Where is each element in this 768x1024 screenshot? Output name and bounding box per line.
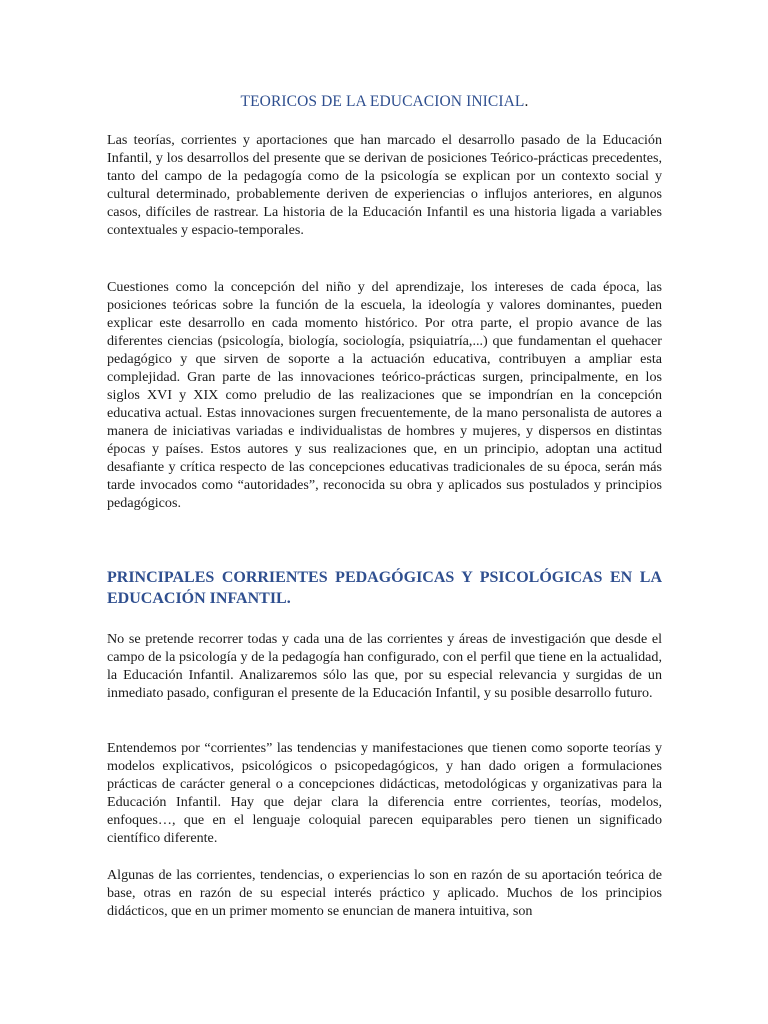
paragraph-2: Cuestiones como la concepción del niño y del aprendizaje, los intereses de cada época, las posiciones teóricas sobre la función de la escuela, la ideología y valores dominantes, pueden explicar este desarrollo en cada momento histórico. Por otra parte, el propio avance de las diferentes ciencias (psicología, biología, sociología, psiquiatría,...) que fundamentan el quehacer pedagógico y que sirven de soporte a la actuación educativa, contribuyen a ampliar esta complejidad. Gran parte de las innovaciones teórico-prácticas surgen, principalmente, en los siglos XVI y XIX como preludio de las realizaciones que se impondrían en la concepción educativa actual. Estas innovaciones surgen frecuentemente, de la mano personalista de autores a manera de iniciativas variadas e individualistas de hombres y mujeres, y dispersos en distintas épocas y países. Estos autores y sus realizaciones que, en un principio, adoptan una actitud desafiante y crítica respecto de las concepciones educativas tradicionales de su época, serán más tarde invocados como “autoridades”, reconocida su obra y aplicados sus postulados y principios pedagógicos. [107, 279, 662, 511]
section-paragraph-3: Algunas de las corrientes, tendencias, o experiencias lo son en razón de su aportación teórica de base, otras en razón de su especial interés práctico y aplicado. Muchos de los principios didácticos, que en un primer momento se enuncian de manera intuitiva, son [107, 867, 662, 919]
document-title [107, 93, 662, 111]
section-paragraph-1: No se pretende recorrer todas y cada una de las corrientes y áreas de investigación que desde el campo de la psicología y de la pedagogía han configurado, con el perfil que tiene en la actualidad, la Educación Infantil. Analizaremos sólo las que, por su especial relevancia y surgidas de un inmediato pasado, configuran el presente de la Educación Infantil, y su posible desarrollo futuro. [107, 631, 662, 701]
section-heading: PRINCIPALES CORRIENTES PEDAGÓGICAS Y PSICOLÓGICAS EN LA EDUCACIÓN INFANTIL. [107, 569, 662, 607]
paragraph-1: Las teorías, corrientes y aportaciones que han marcado el desarrollo pasado de la Educación Infantil, y los desarrollos del presente que se derivan de posiciones Teórico-prácticas precedentes, tanto del campo de la pedagogía como de la psicología se explican por un contexto social y cultural determinado, probablemente deriven de experiencias o influjos anteriores, en algunos casos, difíciles de rastrear. La historia de la Educación Infantil es una historia ligada a variables contextuales y espacio-temporales. [107, 132, 662, 238]
document-title-text: TEORICOS DE LA EDUCACION INICIAL [240, 93, 525, 110]
document-title-period: . [524, 93, 529, 110]
section-paragraph-2: Entendemos por “corrientes” las tendencias y manifestaciones que tienen como soporte teorías y modelos explicativos, psicológicos o psicopedagógicos, y han dado origen a formulaciones prácticas de carácter general o a concepciones didácticas, metodológicas y organizativas para la Educación Infantil. Hay que dejar clara la diferencia entre corrientes, teorías, modelos, enfoques…, que en el lenguaje coloquial parecen equiparables pero tienen un significado científico diferente. [107, 740, 662, 846]
